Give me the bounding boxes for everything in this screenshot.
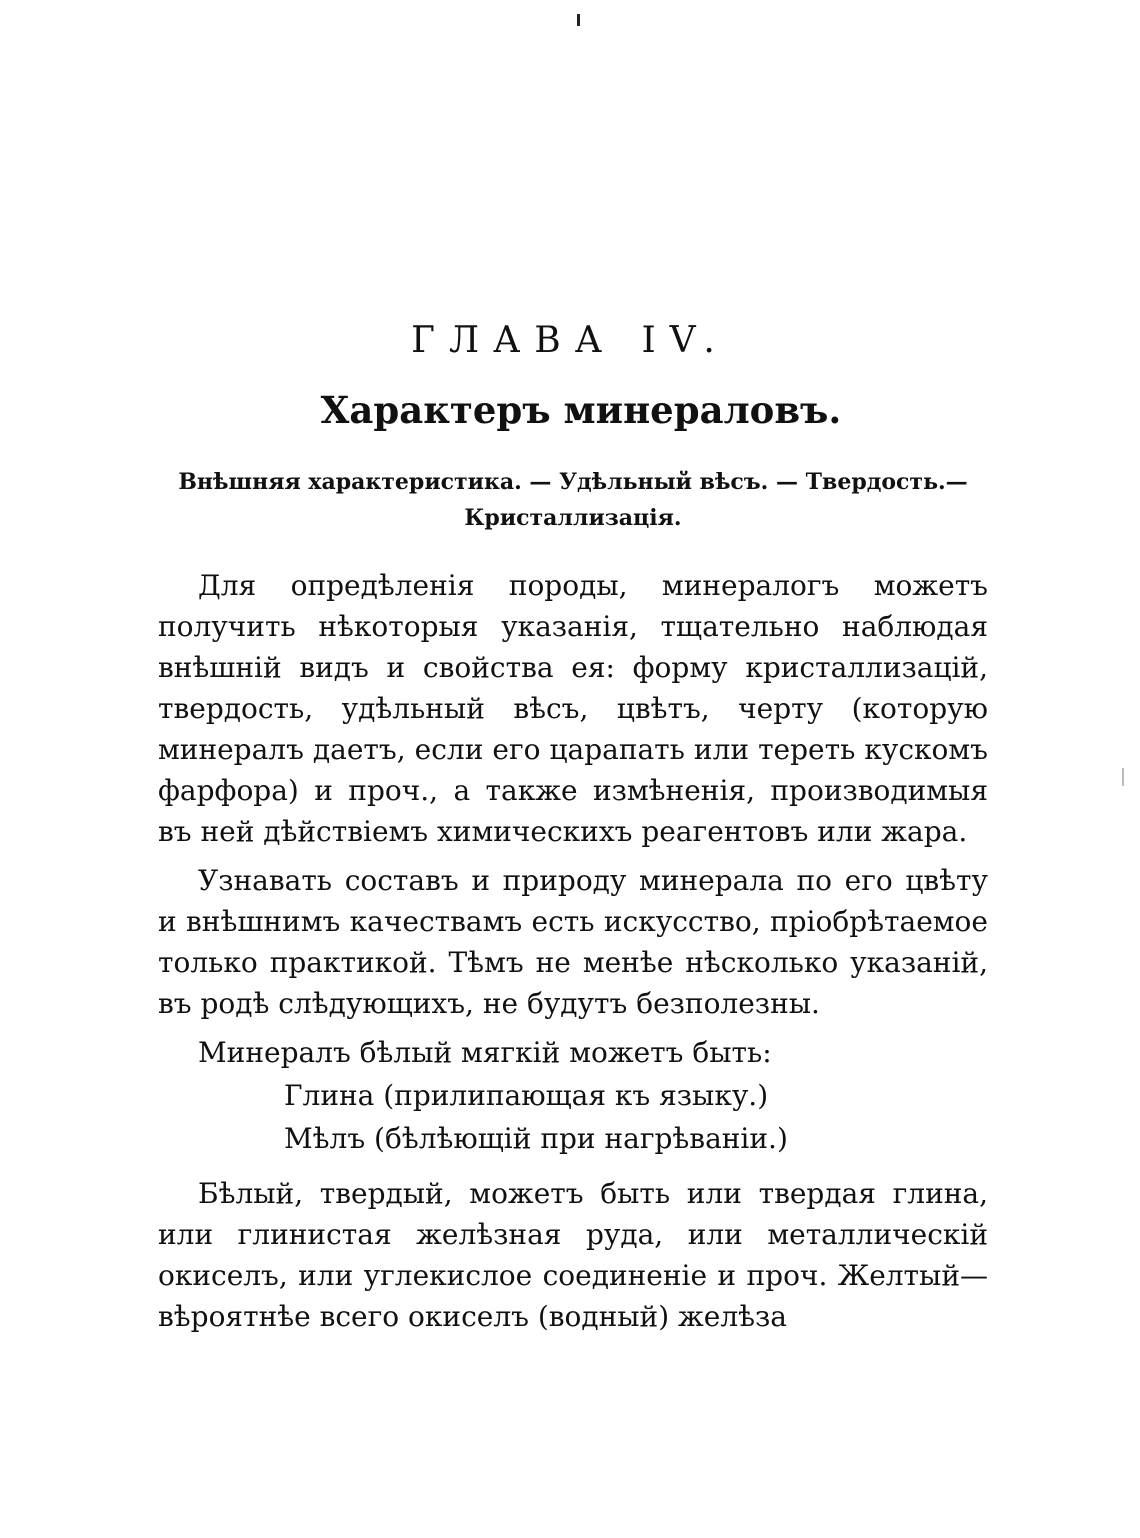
scan-mark-side bbox=[1122, 768, 1124, 786]
chapter-heading: ГЛАВА IV. bbox=[411, 320, 729, 361]
paragraph-3: Бѣлый, твердый, можетъ быть или твердая глина, или глинистая желѣзная руда, или металлическій окиселъ, или углекислое соединеніе и проч. Желтый—вѣроятнѣе всего окиселъ (водный) желѣза bbox=[158, 1177, 988, 1333]
list-item-clay: Глина (прилипающая къ языку.) bbox=[284, 1079, 769, 1112]
scan-mark-top bbox=[577, 14, 580, 26]
chapter-text bbox=[158, 565, 988, 1337]
list-item-chalk: Мѣлъ (бѣлѣющій при нагрѣваніи.) bbox=[284, 1122, 788, 1155]
chapter-summary: Внѣшняя характеристика. — Удѣльный вѣсъ. — Твердость.— Кристаллизація. bbox=[178, 469, 968, 531]
chapter-title: Характеръ минераловъ. bbox=[320, 388, 842, 432]
paragraph-1: Для опредѣленія породы, минералогъ можетъ получить нѣкоторыя указанія, тщательно наблюдая внѣшній видъ и свойства ея: форму кристаллизацій, твердость, удѣльный вѣсъ, цвѣтъ, черту (которую минералъ даетъ, если его царапать или тереть кускомъ фарфора) и проч., а также измѣненія, производимыя въ ней дѣйствіемъ химическихъ реагентовъ или жара. bbox=[158, 569, 988, 848]
paragraph-2: Узнавать составъ и природу минерала по его цвѣту и внѣшнимъ качествамъ есть искусство, пріобрѣтаемое только практикой. Тѣмъ не менѣе нѣсколько указаній, въ родѣ слѣдующихъ, не будутъ безполезны. bbox=[158, 864, 988, 1020]
white-soft-lead: Минералъ бѣлый мягкій можетъ быть: bbox=[198, 1036, 772, 1069]
